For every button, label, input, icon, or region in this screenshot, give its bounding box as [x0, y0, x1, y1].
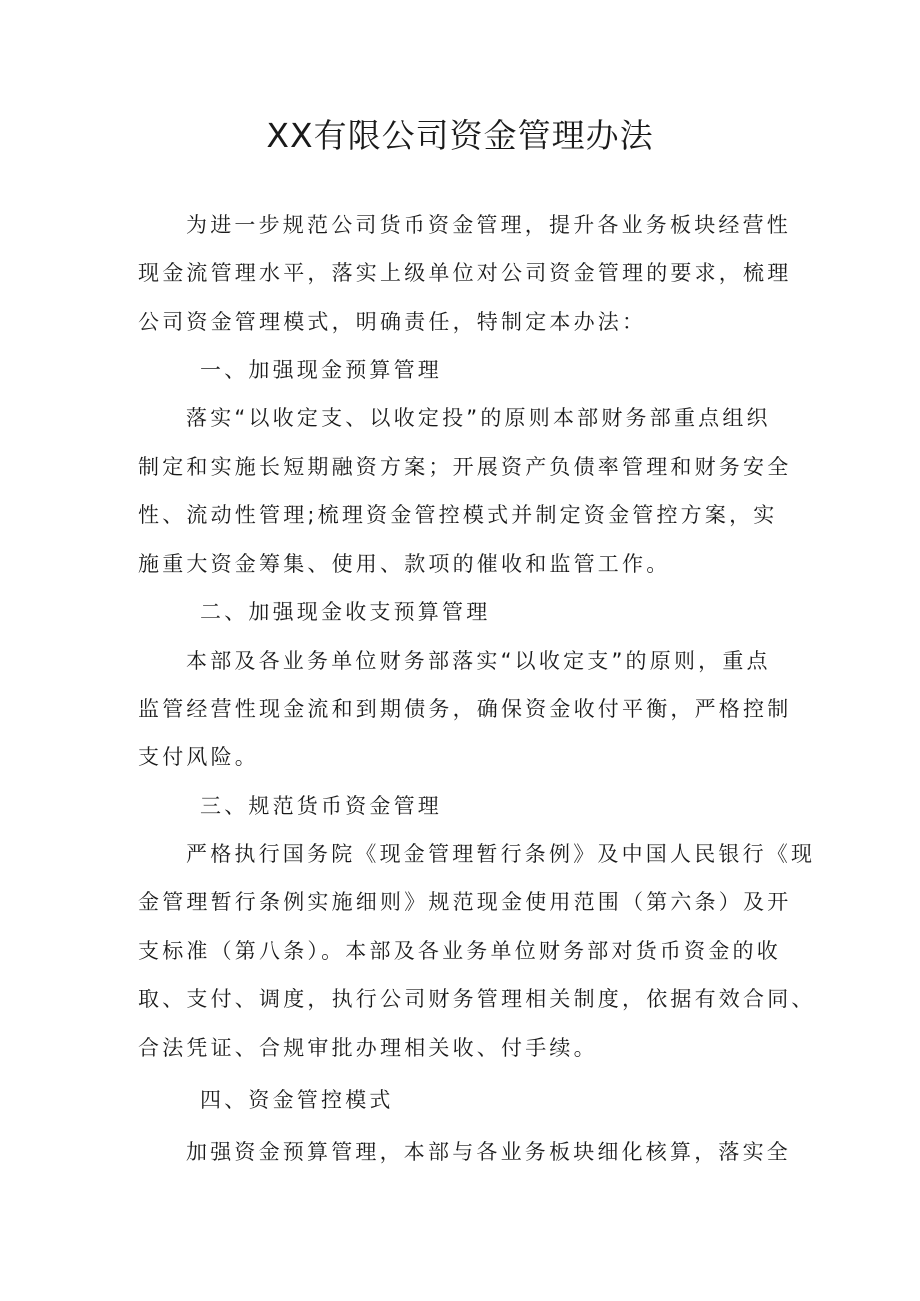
paragraph-line: 为进一步规范公司货币资金管理，提升各业务板块经营性: [186, 213, 791, 237]
paragraph-line: 制定和实施长短期融资方案；开展资产负债率管理和财务安全: [138, 455, 792, 479]
paragraph-line: 严格执行国务院《现金管理暂行条例》及中国人民银行《现: [186, 842, 816, 866]
paragraph-line: 本部及各业务单位财务部落实“以收定支”的原则，重点: [186, 649, 771, 673]
section-heading-1: 一、加强现金预算管理: [200, 358, 442, 382]
section-heading-3: 三、规范货币资金管理: [200, 794, 442, 818]
paragraph-line: 支付风险。: [138, 745, 259, 769]
paragraph-line: 支标准（第八条）。本部及各业务单位财务部对货币资金的收: [138, 939, 781, 963]
paragraph-line: 金管理暂行条例实施细则》规范现金使用范围（第六条）及开: [138, 890, 792, 914]
paragraph-line: 施重大资金筹集、使用、款项的催收和监管工作。: [138, 552, 671, 576]
paragraph-line: 取、支付、调度，执行公司财务管理相关制度，依据有效合同、: [138, 987, 816, 1011]
section-heading-2: 二、加强现金收支预算管理: [200, 600, 491, 624]
paragraph-line: 性、流动性管理;梳理资金管控模式并制定资金管控方案，实: [138, 503, 778, 527]
document-title: XX有限公司资金管理办法: [266, 116, 654, 155]
paragraph-line: 合法凭证、合规审批办理相关收、付手续。: [138, 1036, 598, 1060]
paragraph-line: 加强资金预算管理，本部与各业务板块细化核算，落实全: [186, 1140, 791, 1164]
section-heading-4: 四、资金管控模式: [200, 1088, 394, 1112]
paragraph-line: 落实“以收定支、以收定投”的原则本部财务部重点组织: [186, 406, 771, 430]
paragraph-line: 监管经营性现金流和到期债务，确保资金收付平衡，严格控制: [138, 697, 792, 721]
paragraph-line: 公司资金管理模式，明确责任，特制定本办法：: [138, 310, 647, 334]
paragraph-line: 现金流管理水平，落实上级单位对公司资金管理的要求，梳理: [138, 261, 792, 285]
